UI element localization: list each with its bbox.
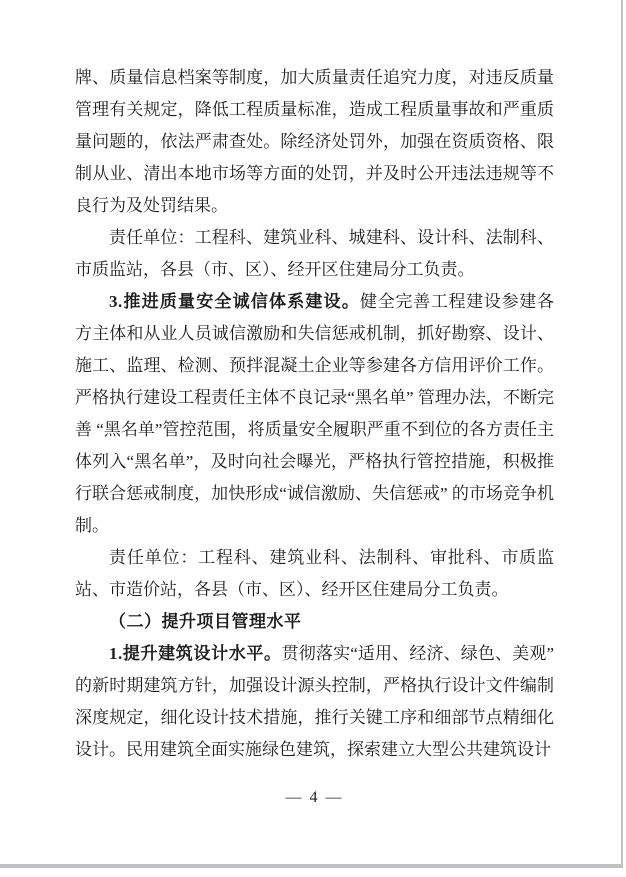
paragraph-lead: 1.提升建筑设计水平。 <box>109 644 282 663</box>
paragraph-text: 牌、质量信息档案等制度，加大质量责任追究力度，对违反质量管理有关规定，降低工程质量标准，造成工程质量事故和严重质量问题的，依法严肃查处。除经济处罚外，加强在资质资格、限制从业、清出本地市场等方面的处罚，并及时公开违法违规等不良行为及处罚结果。 <box>75 68 554 215</box>
paragraph <box>75 62 554 222</box>
paragraph-text: 健全完善工程建设参建各方主体和从业人员诚信激励和失信惩戒机制，抓好勘察、设计、施工、监理、检测、预拌混凝土企业等参建各方信用评价工作。严格执行建设工程责任主体不良记录“黑名单” 管理办法，不断完善 “黑名单”管控范围，将质量安全履职严重不到位的各方责任主体列入“黑名单”，及时向社会曝光，严格执行管控措施，积极推行联合惩戒制度，加快形成“诚信激励、失信惩戒” 的市场竞争机制。 <box>75 292 555 535</box>
paragraph-text: 贯彻落实“适用、经济、绿色、美观”的新时期建筑方针，加强设计源头控制，严格执行设计文件编制深度规定，细化设计技术措施，推行关键工序和细部节点精细化设计。民用建筑全面实施绿色建筑，探索建立大型公共建筑设计 <box>75 644 554 759</box>
paragraph-text: 责任单位：工程科、建筑业科、法制科、审批科、市质监站、市造价站，各县（市、区）、经开区住建局分工负责。 <box>75 548 554 599</box>
section-heading <box>75 606 554 638</box>
page-number: — 4 — <box>285 789 344 806</box>
document-body <box>75 62 554 814</box>
paragraph-section-3 <box>75 286 554 542</box>
paragraph-text: 责任单位：工程科、建筑业科、城建科、设计科、法制科、市质监站，各县（市、区）、经开区住建局分工负责。 <box>75 228 554 279</box>
paragraph-responsibility <box>75 222 554 286</box>
paragraph-item-1 <box>75 638 554 766</box>
paragraph-responsibility <box>75 542 554 606</box>
paragraph-lead: 3.推进质量安全诚信体系建设。 <box>109 292 361 311</box>
section-heading-text: （二）提升项目管理水平 <box>109 612 302 631</box>
